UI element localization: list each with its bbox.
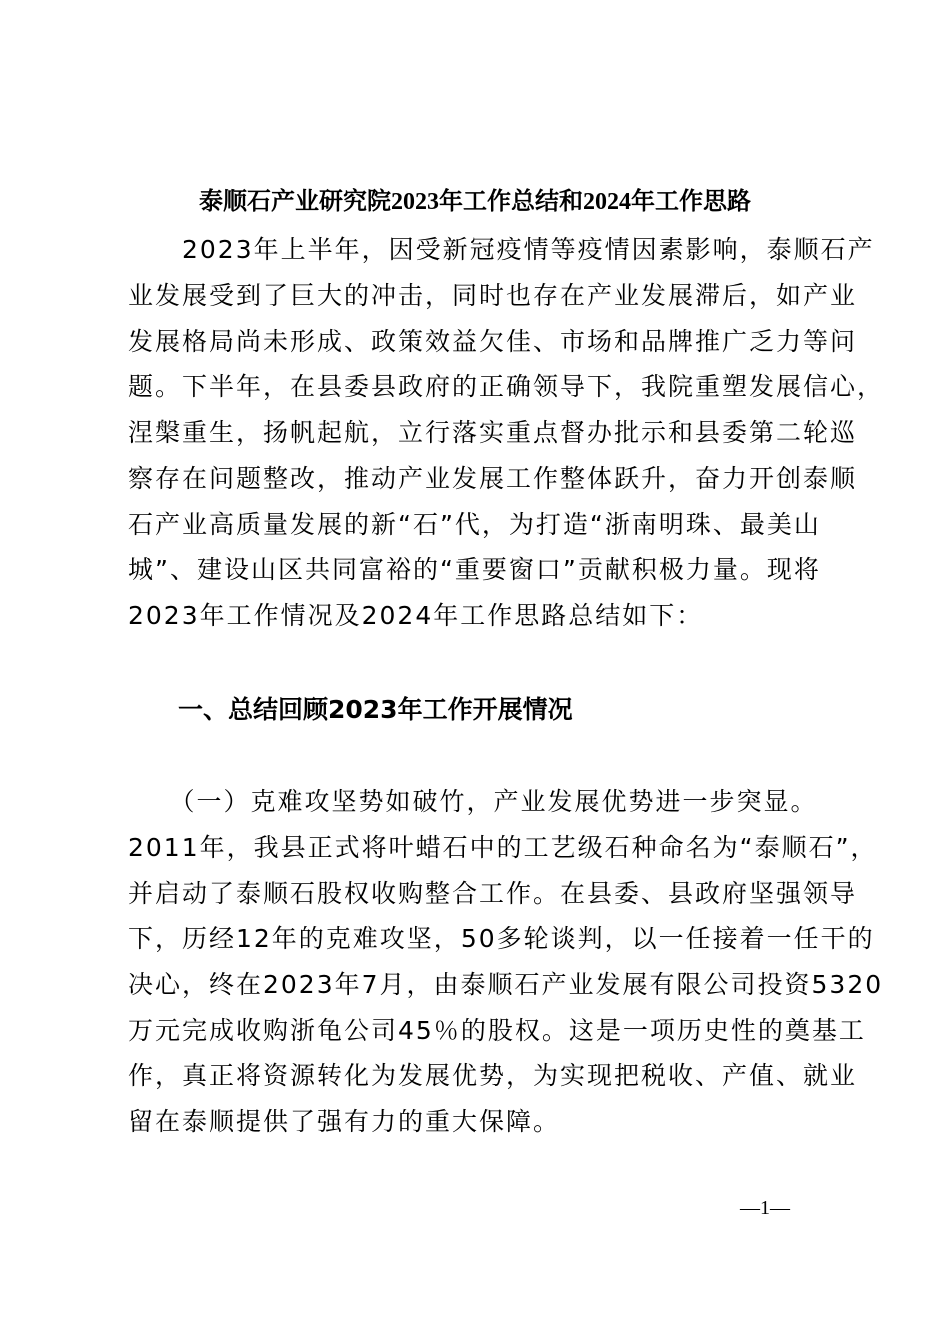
intro-line: 石产业高质量发展的新“石”代，为打造“浙南明珠、最美山 bbox=[128, 510, 821, 539]
intro-line: 业发展受到了巨大的冲击，同时也存在产业发展滞后，如产业 bbox=[128, 281, 858, 310]
subsection-line: 决心，终在2023年7月，由泰顺石产业发展有限公司投资5320 bbox=[128, 970, 884, 999]
intro-line: 2023年上半年，因受新冠疫情等疫情因素影响，泰顺石产 bbox=[128, 235, 875, 264]
subsection-line: 万元完成收购浙龟公司45％的股权。这是一项历史性的奠基工 bbox=[128, 1016, 866, 1045]
intro-line: 题。下半年，在县委县政府的正确领导下，我院重塑发展信心， bbox=[128, 372, 885, 401]
subsection-line: （一）克难攻坚势如破竹，产业发展优势进一步突显。 bbox=[128, 787, 818, 816]
intro-line: 察存在问题整改，推动产业发展工作整体跃升，奋力开创泰顺 bbox=[128, 464, 858, 493]
intro-line: 涅槃重生，扬帆起航，立行落实重点督办批示和县委第二轮巡 bbox=[128, 418, 858, 447]
subsection-line: 留在泰顺提供了强有力的重大保障。 bbox=[128, 1107, 561, 1136]
subsection-line: 作，真正将资源转化为发展优势，为实现把税收、产值、就业 bbox=[128, 1061, 858, 1090]
page-number: —1— bbox=[740, 1197, 790, 1219]
section-heading: 一、总结回顾2023年工作开展情况 bbox=[178, 695, 573, 724]
subsection-line: 并启动了泰顺石股权收购整合工作。在县委、县政府坚强领导 bbox=[128, 879, 858, 908]
document-title: 泰顺石产业研究院2023年工作总结和2024年工作思路 bbox=[199, 189, 751, 215]
subsection-line: 2011年，我县正式将叶蜡石中的工艺级石种命名为“泰顺石”， bbox=[128, 833, 878, 862]
intro-line: 发展格局尚未形成、政策效益欠佳、市场和品牌推广乏力等问 bbox=[128, 327, 858, 356]
intro-line: 2023年工作情况及2024年工作思路总结如下： bbox=[128, 601, 704, 630]
intro-line: 城”、建设山区共同富裕的“重要窗口”贡献积极力量。现将 bbox=[128, 555, 821, 584]
subsection-line: 下，历经12年的克难攻坚，50多轮谈判，以一任接着一任干的 bbox=[128, 924, 875, 953]
